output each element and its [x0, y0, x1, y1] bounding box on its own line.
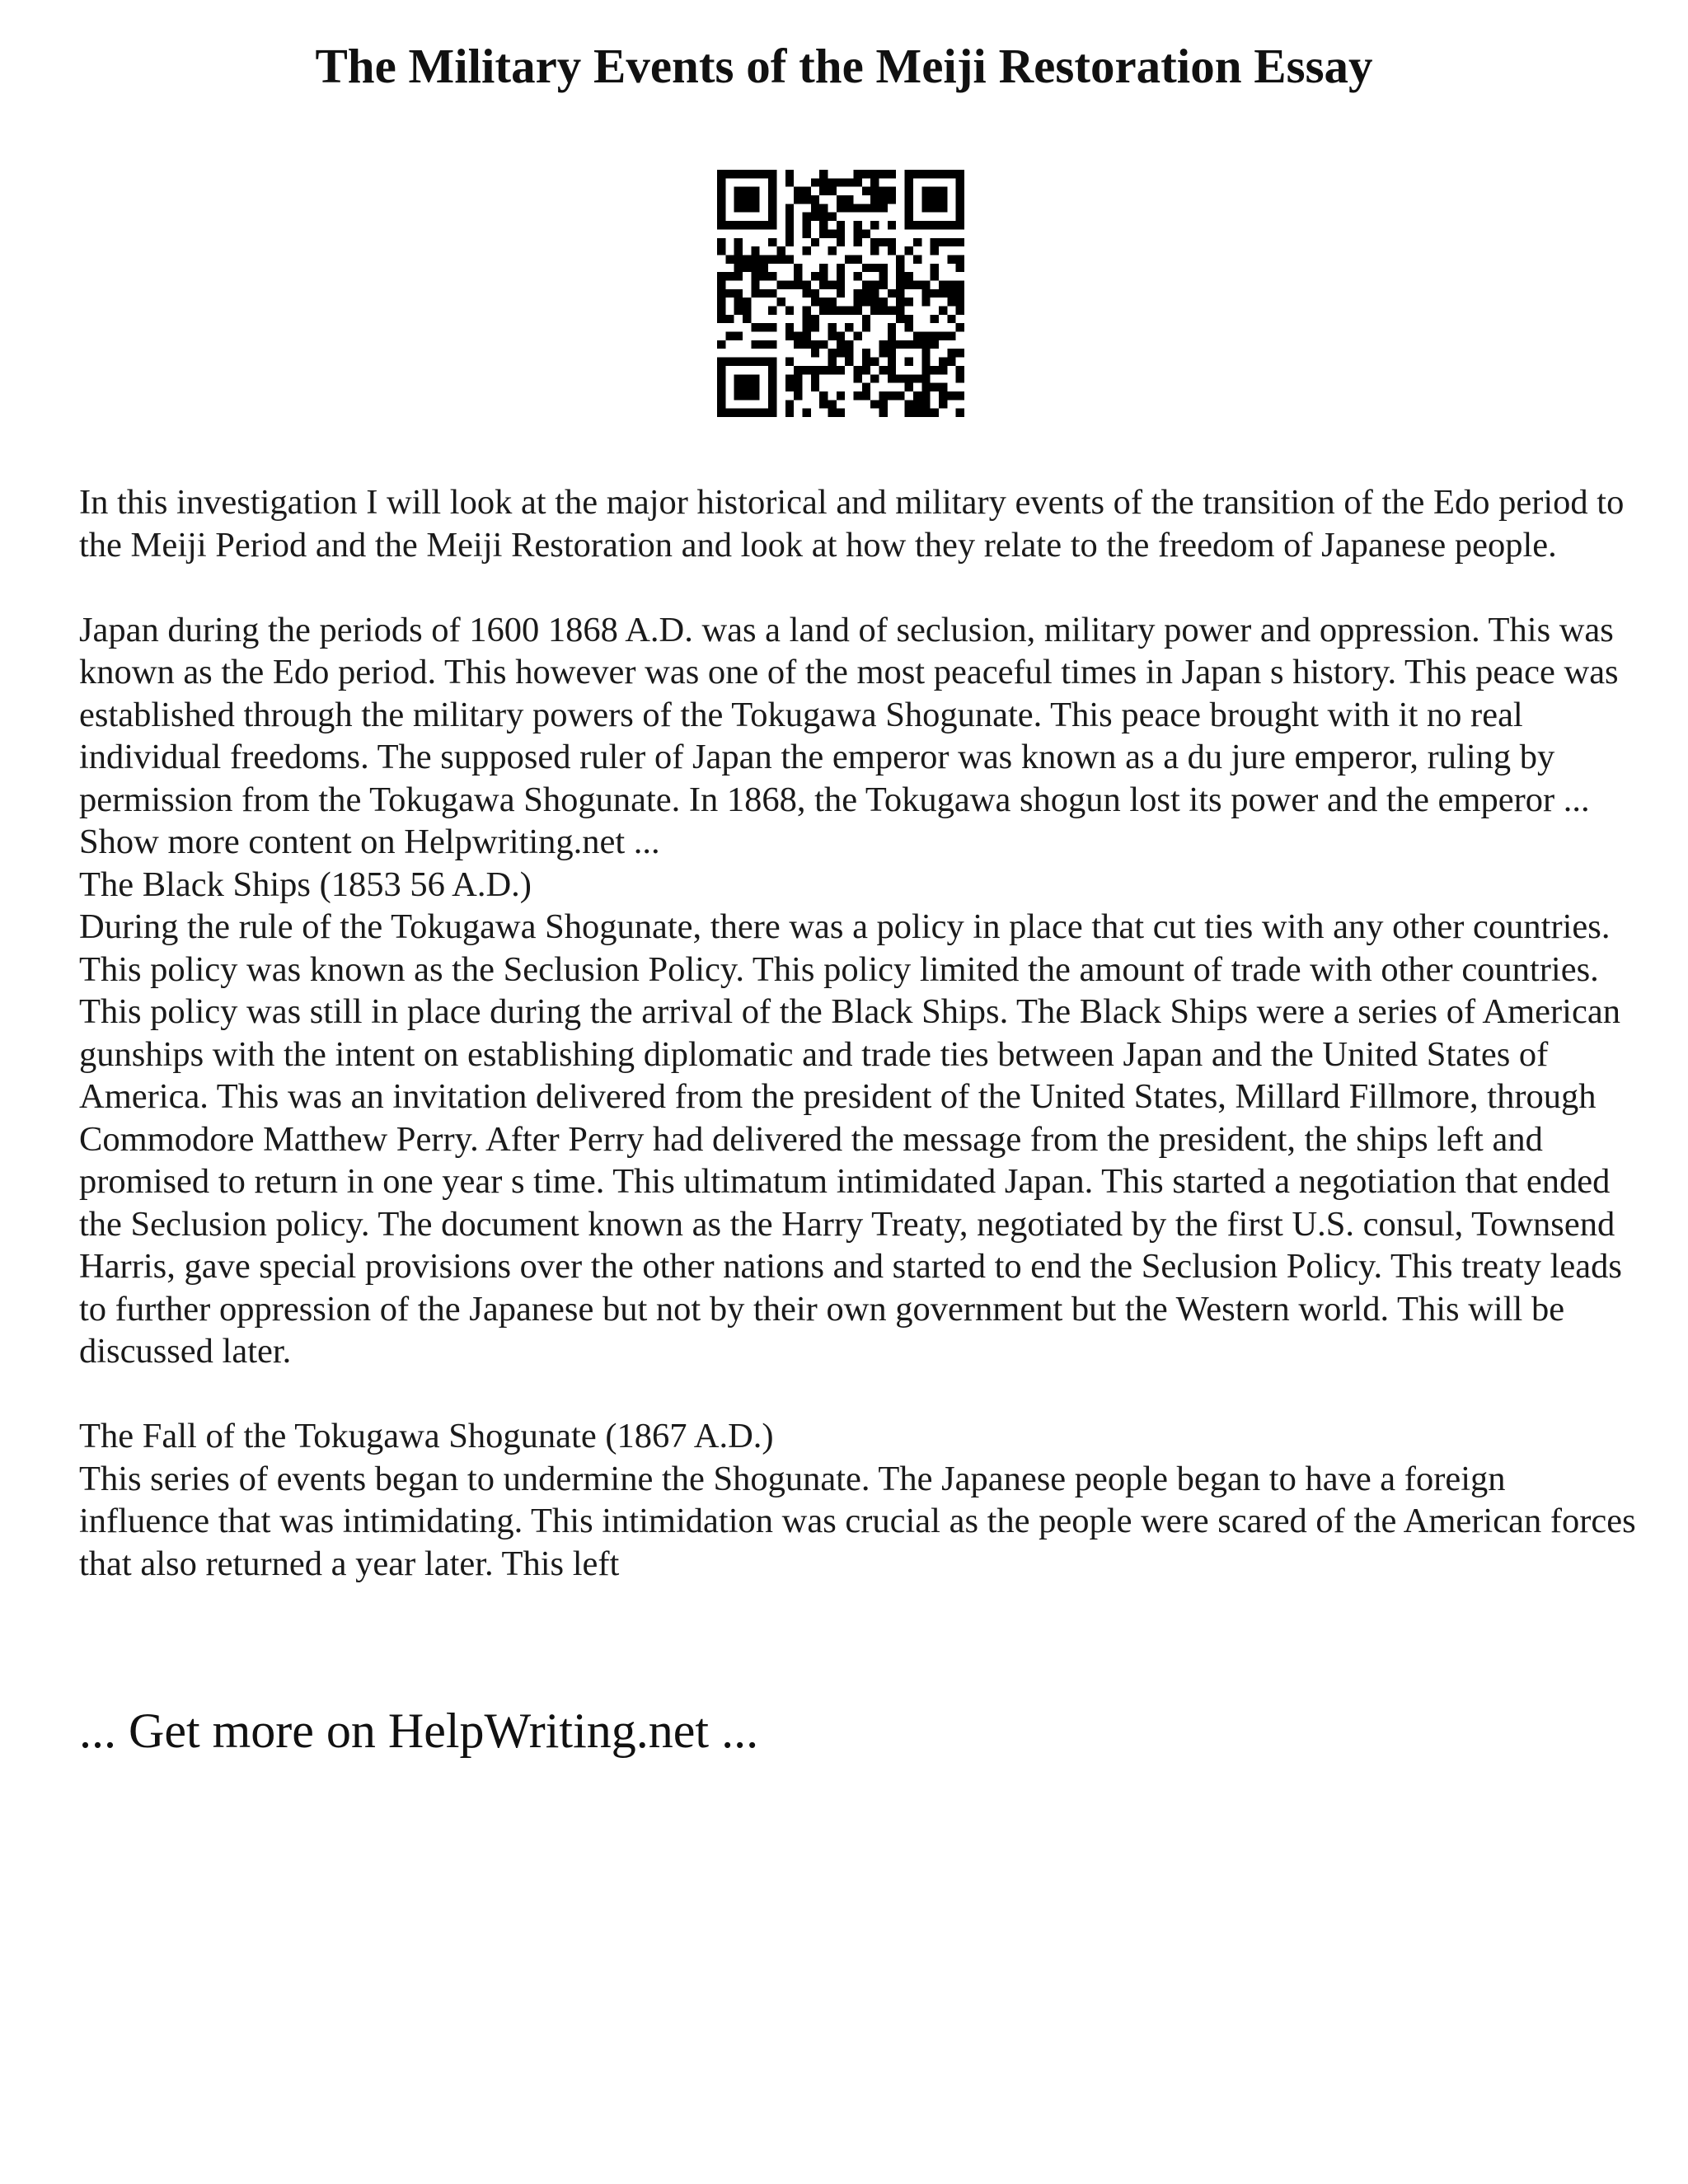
get-more-link[interactable]: ... Get more on HelpWriting.net ...: [79, 1704, 759, 1758]
paragraph-black-ships: During the rule of the Tokugawa Shogunate, there was a policy in place that cut ties with any other countries. This policy was known as the Seclusion Policy. This policy limited the amount of trade with other countries. This policy was still in place during the arrival of the Black Ships. The Black Ships were a series of American gunships with the intent on establishing diplomatic and trade ties between Japan and the United States of America. This was an invitation delivered from the president of the United States, Millard Fillmore, through Commodore Matthew Perry. After Perry had delivered the message from the president, the ships left and promised to return in one year s time. This ultimatum intimidated Japan. This started a negotiation that ended the Seclusion policy. The document known as the Harry Treaty, negotiated by the first U.S. consul, Townsend Harris, gave special provisions over the other nations and started to end the Seclusion Policy. This treaty leads to further oppression of the Japanese but not by their own government but the Western world. This will be discussed later.: [79, 907, 1622, 1371]
essay-body: [79, 481, 1637, 1585]
paragraph-edo-period: Japan during the periods of 1600 1868 A.D. was a land of seclusion, military power and oppression. This was known as the Edo period. This however was one of the most peaceful times in Japan s history. This peace was established through the military powers of the Tokugawa Shogunate. This peace brought with it no real individual freedoms. The supposed ruler of Japan the emperor was known as a du jure emperor, ruling by permission from the Tokugawa Shogunate. In 1868, the Tokugawa shogun lost its power and the emperor ... Show more content on Helpwriting.net ...: [79, 610, 1619, 861]
qr-code-icon: [717, 170, 964, 417]
section-heading-fall-shogunate: The Fall of the Tokugawa Shogunate (1867 A.D.): [79, 1417, 774, 1455]
paragraph-spacer: [79, 566, 1637, 609]
paragraph-intro: In this investigation I will look at the major historical and military events of the transition of the Edo period to the Meiji Period and the Meiji Restoration and look at how they relate to the freedom of Japanese people.: [79, 483, 1625, 565]
paragraph-fall-shogunate: This series of events began to undermine the Shogunate. The Japanese people began to have a foreign influence that was intimidating. This intimidation was crucial as the people were scared of the American forces that also returned a year later. This left: [79, 1459, 1636, 1583]
page-title: The Military Events of the Meiji Restoration Essay: [315, 39, 1373, 93]
section-heading-black-ships: The Black Ships (1853 56 A.D.): [79, 865, 532, 904]
qr-code-graphic: [717, 170, 964, 417]
paragraph-spacer: [79, 1373, 1637, 1416]
